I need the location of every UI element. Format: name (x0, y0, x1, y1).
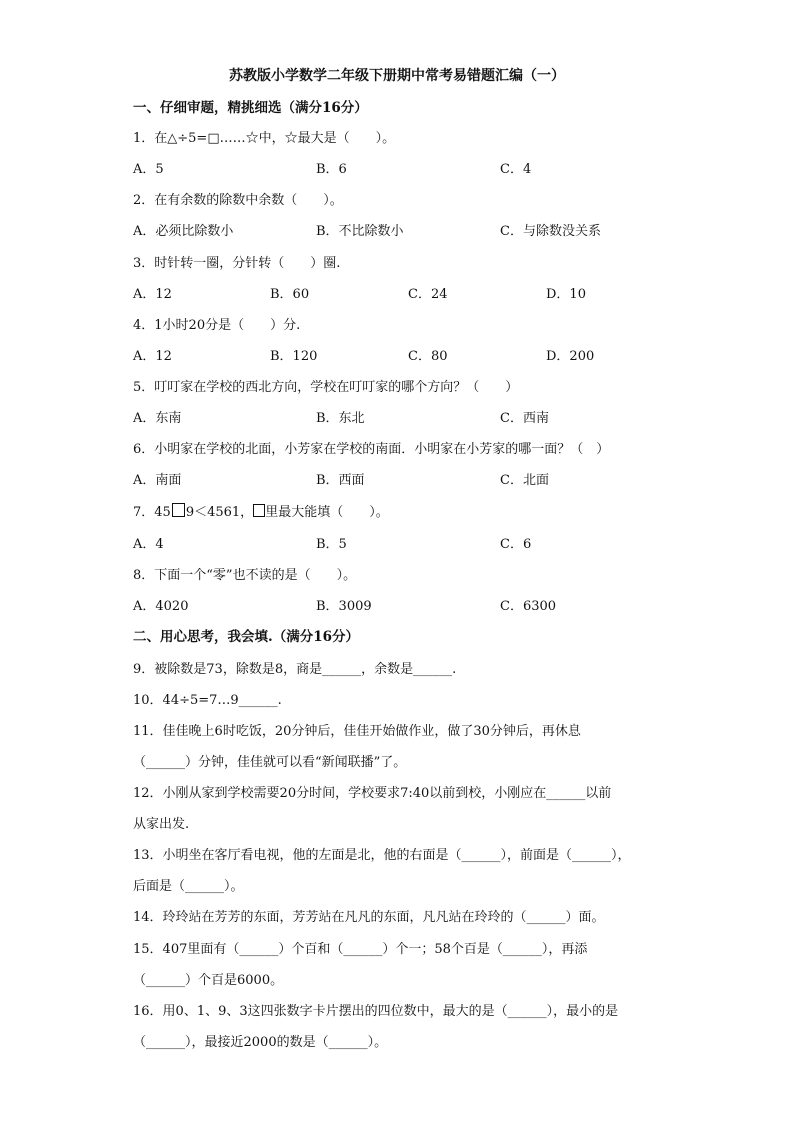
question-13-line-1: 13．小明坐在客厅看电视，他的左面是北，他的右面是（______），前面是（______）， (133, 848, 631, 863)
q3-option-d: D．10 (546, 287, 586, 302)
q3-option-a: A．12 (133, 287, 172, 302)
question-5: 5．叮叮家在学校的西北方向，学校在叮叮家的哪个方向？（ ） (133, 380, 519, 395)
question-1: 1．在△÷5=□……☆中，☆最大是（ ）。 (133, 131, 396, 146)
question-16-line-1: 16．用0、1、9、3这四张数字卡片摆出的四位数中，最大的是（______），最小的是 (133, 1004, 619, 1019)
question-15-line-2: （______）个百是6000。 (133, 973, 284, 988)
blank-box-icon (172, 503, 185, 517)
section-2-heading: 二、用心思考，我会填.（满分16分） (133, 629, 359, 645)
question-2: 2．在有余数的除数中余数（ ）。 (133, 193, 343, 208)
q4-option-b: B．120 (270, 349, 318, 364)
q5-option-c: C．西南 (500, 411, 549, 426)
q7-text-prefix: 7．45 (133, 505, 171, 520)
question-8: 8．下面一个“零”也不读的是（ ）。 (133, 568, 357, 583)
q6-option-c: C．北面 (500, 473, 549, 488)
question-9: 9．被除数是73，除数是8，商是______，余数是______. (133, 662, 457, 677)
q8-option-a: A．4020 (133, 599, 189, 614)
q2-option-b: B．不比除数小 (316, 224, 404, 239)
question-3: 3．时针转一圈，分针转（ ）圈. (133, 256, 341, 271)
section-1-heading: 一、仔细审题，精挑细选（满分16分） (133, 100, 368, 116)
question-10: 10．44÷5=7…9______. (133, 693, 282, 708)
q8-option-b: B．3009 (316, 599, 372, 614)
q7-text-middle: 9＜4561， (185, 505, 254, 520)
q4-option-c: C．80 (408, 349, 448, 364)
question-15-line-1: 15．407里面有（______）个百和（______）个一；58个百是（______），再添 (133, 942, 588, 957)
question-6: 6．小明家在学校的北面，小芳家在学校的南面．小明家在小芳家的哪一面？（ ） (133, 442, 610, 457)
q1-option-a: A．5 (133, 162, 164, 177)
q7-option-b: B．5 (316, 537, 347, 552)
q1-option-b: B．6 (316, 162, 347, 177)
q2-option-a: A．必须比除数小 (133, 224, 234, 239)
q7-option-a: A．4 (133, 537, 164, 552)
q1-option-c: C．4 (500, 162, 532, 177)
q5-option-b: B．东北 (316, 411, 365, 426)
q3-option-b: B．60 (270, 287, 310, 302)
question-11-line-1: 11．佳佳晚上6时吃饭，20分钟后，佳佳开始做作业，做了30分钟后，再休息 (133, 724, 581, 739)
question-13-line-2: 后面是（______）。 (133, 879, 244, 894)
q6-option-a: A．南面 (133, 473, 182, 488)
question-7 (133, 503, 389, 523)
question-4: 4．1小时20分是（ ）分. (133, 318, 301, 333)
blank-box-icon (253, 504, 265, 517)
q5-option-a: A．东南 (133, 411, 182, 426)
page-title: 苏教版小学数学二年级下册期中常考易错题汇编（一） (229, 68, 565, 84)
q3-option-c: C．24 (408, 287, 448, 302)
question-14: 14．玲玲站在芳芳的东面，芳芳站在凡凡的东面，凡凡站在玲玲的（______）面。 (133, 910, 605, 925)
q7-text-suffix: 里最大能填（ ）。 (265, 505, 389, 520)
q8-option-c: C．6300 (500, 599, 557, 614)
question-11-line-2: （______）分钟，佳佳就可以看“新闻联播”了。 (133, 755, 407, 770)
question-12-line-2: 从家出发. (133, 817, 190, 832)
q2-option-c: C．与除数没关系 (500, 224, 601, 239)
q4-option-d: D．200 (546, 349, 595, 364)
q7-option-c: C．6 (500, 537, 532, 552)
question-16-line-2: （______），最接近2000的数是（______）。 (133, 1035, 388, 1050)
q6-option-b: B．西面 (316, 473, 365, 488)
question-12-line-1: 12．小刚从家到学校需要20分时间，学校要求7:40以前到校，小刚应在______以前 (133, 786, 612, 801)
q4-option-a: A．12 (133, 349, 172, 364)
